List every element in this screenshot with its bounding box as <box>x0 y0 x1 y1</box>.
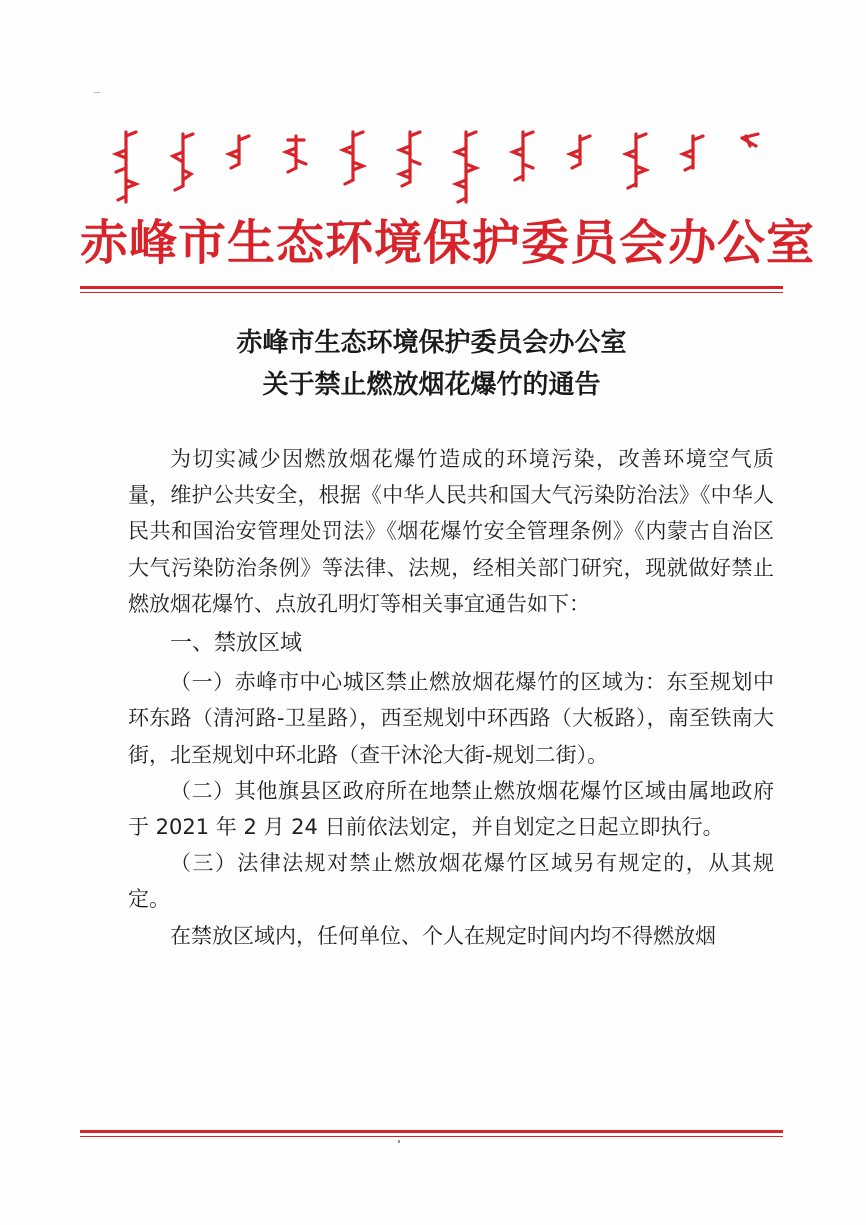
mongolian-word-12 <box>732 128 768 208</box>
item-2-paragraph: （二）其他旗县区政府所在地禁止燃放烟花爆竹区域由属地政府于 2021 年 2 月 24 日前依法划定，并自划定之日起立即执行。 <box>128 778 774 840</box>
mongolian-word-5 <box>335 128 371 208</box>
mongolian-word-7 <box>448 128 484 208</box>
section-heading-prohibited-areas: 一、禁放区域 <box>170 631 303 657</box>
mongolian-word-9 <box>562 128 598 208</box>
mongolian-word-4 <box>278 128 314 208</box>
closing-paragraph: 在禁放区域内，任何单位、个人在规定时间内均不得燃放烟 <box>170 923 716 948</box>
masthead-agency-name: 赤峰市生态环境保护委员会办公室 <box>80 215 816 271</box>
mongolian-word-8 <box>505 128 541 208</box>
masthead-red-rule-thin <box>80 292 783 293</box>
mongolian-word-11 <box>675 128 711 208</box>
item-3-paragraph: （三）法律法规对禁止燃放烟花爆竹区域另有规定的，从其规定。 <box>128 851 774 912</box>
notice-body <box>128 441 774 954</box>
scan-speck <box>94 92 100 93</box>
mongolian-word-3 <box>221 128 257 208</box>
notice-title-line-2: 关于禁止燃放烟花爆竹的通告 <box>262 370 601 400</box>
mongolian-word-6 <box>392 128 428 208</box>
notice-title-line-1: 赤峰市生态环境保护委员会办公室 <box>236 328 627 358</box>
mongolian-word-10 <box>618 128 654 208</box>
mongolian-word-2 <box>165 128 201 208</box>
item-1-paragraph: （一）赤峰市中心城区禁止燃放烟花爆竹的区域为：东至规划中环东路（清河路-卫星路），西至规划中环西路（大板路），南至铁南大街，北至规划中环北路（查干沐沦大街-规划二街）。 <box>128 670 774 767</box>
masthead-red-rule-thick <box>80 286 783 289</box>
mongolian-agency-name <box>108 128 768 208</box>
mongolian-word-1 <box>108 128 144 208</box>
footer-red-rule-thick <box>80 1130 783 1133</box>
footer-red-rule-thin <box>80 1136 783 1137</box>
scan-speck-footer <box>398 1140 400 1143</box>
intro-paragraph: 为切实减少因燃放烟花爆竹造成的环境污染，改善环境空气质量，维护公共安全，根据《中华人民共和国大气污染防治法》《中华人民共和国治安管理处罚法》《烟花爆竹安全管理条例》《内蒙古自治区大气污染防治条例》等法律、法规，经相关部门研究，现就做好禁止燃放烟花爆竹、点放孔明灯等相关事宜通告如下： <box>128 447 774 616</box>
